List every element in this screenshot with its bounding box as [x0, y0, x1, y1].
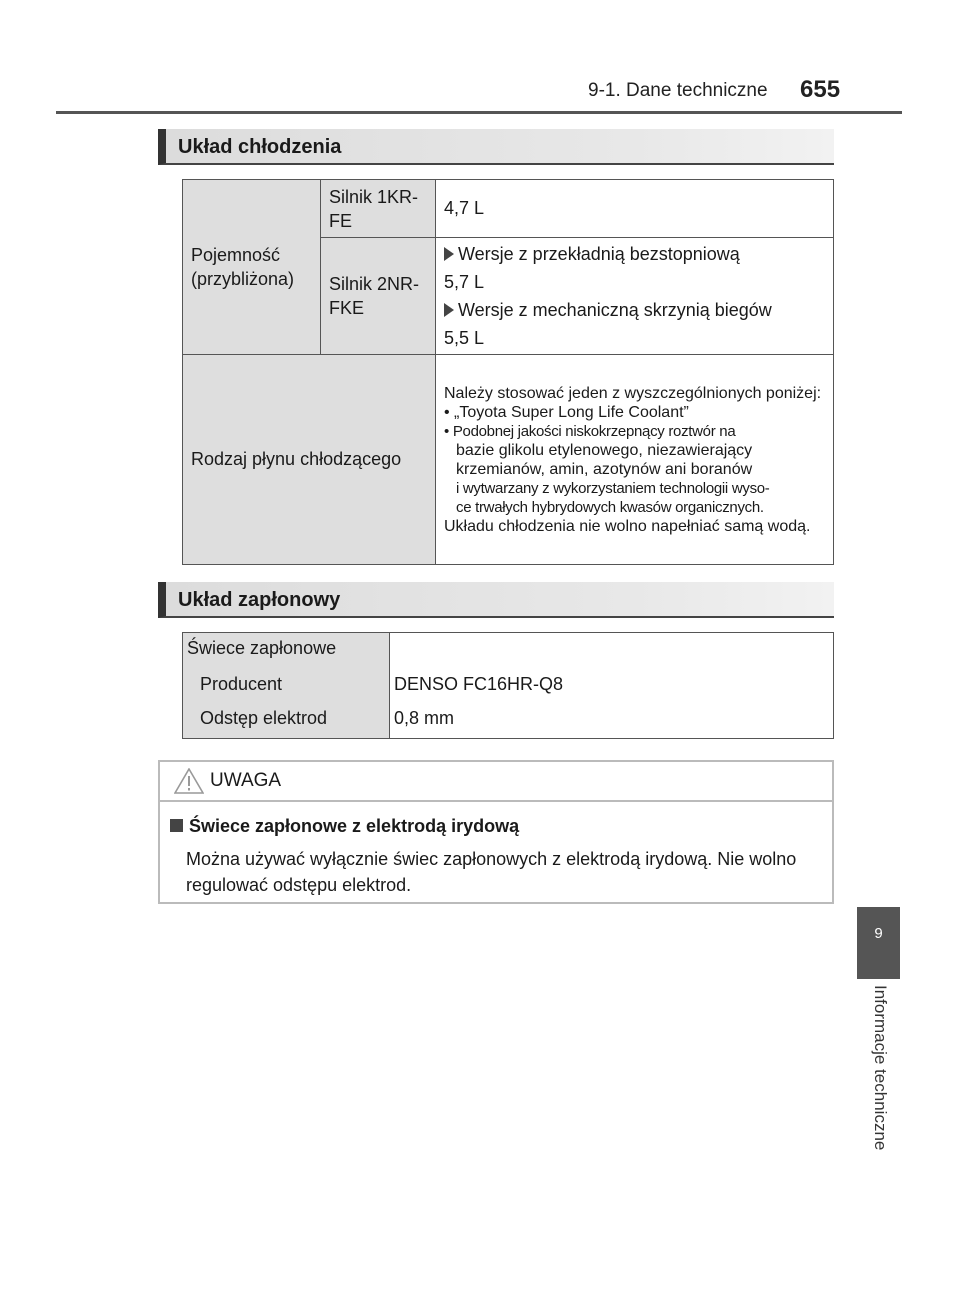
- spark-plugs-label: Świece zapłonowe: [187, 638, 337, 658]
- arrow-right-icon: [444, 303, 454, 317]
- warning-box: [158, 760, 834, 904]
- variant1-text: Wersje z przekładnią bezstopniową: [458, 244, 740, 264]
- producer-label: Producent: [200, 674, 283, 694]
- engine2-label: Silnik 2NR-FKE: [321, 238, 436, 355]
- ignition-labels: [183, 633, 390, 739]
- engine2-variant1: [444, 240, 825, 268]
- cooling-table: [182, 179, 834, 565]
- coolant-note: Układu chłodzenia nie wolno napełniać samą wodą.: [444, 517, 811, 535]
- variant2-text: Wersje z mechaniczną skrzynią biegów: [458, 300, 772, 320]
- chapter-tab: 9: [857, 907, 900, 979]
- engine1-value: 4,7 L: [436, 180, 834, 238]
- coolant-item: • Podobnej jakości niskokrzepnący roztwór na: [444, 422, 736, 440]
- coolant-item-cont: i wytwarzany z wykorzystaniem technologii wyso-: [456, 479, 770, 497]
- coolant-item-cont: bazie glikolu etylenowego, niezawierający: [456, 441, 753, 459]
- engine2-value1: 5,7 L: [444, 272, 485, 292]
- gap-value: 0,8 mm: [394, 708, 455, 728]
- chapter-label: Informacje techniczne: [871, 985, 890, 1151]
- producer-value: DENSO FC16HR-Q8: [394, 674, 564, 694]
- gap-label: Odstęp elektrod: [200, 708, 328, 728]
- arrow-right-icon: [444, 247, 454, 261]
- engine2-value2: 5,5 L: [444, 328, 485, 348]
- coolant-item-cont: krzemianów, amin, azotynów ani boranów: [456, 460, 753, 478]
- ignition-section-title: Układ zapłonowy: [158, 582, 834, 618]
- coolant-intro: Należy stosować jeden z wyszczególnionych poniżej:: [444, 384, 822, 402]
- square-bullet-icon: [170, 819, 183, 832]
- engine2-variant2: [444, 296, 825, 324]
- ignition-values: [390, 633, 834, 739]
- warning-title-text: Świece zapłonowe z elektrodą irydową: [189, 816, 520, 836]
- coolant-type-value: [436, 355, 834, 565]
- header-divider: [56, 111, 902, 114]
- page-number: 655: [800, 76, 841, 103]
- header-section-title: 9-1. Dane techniczne: [588, 80, 768, 101]
- engine1-label: Silnik 1KR-FE: [321, 180, 436, 238]
- engine2-values: [436, 238, 834, 355]
- warning-text: Można używać wyłącznie świec zapłonowych z elektrodą irydową. Nie wolno regulować odstępu elektrod.: [186, 849, 797, 895]
- coolant-type-label: Rodzaj płynu chłodzącego: [183, 355, 436, 565]
- coolant-item: • „Toyota Super Long Life Coolant”: [444, 403, 689, 421]
- coolant-item-cont: ce trwałych hybrydowych kwasów organicznych.: [456, 498, 764, 516]
- ignition-table: [182, 632, 834, 739]
- capacity-label: Pojemność (przybliżona): [183, 180, 321, 355]
- warning-header: [160, 762, 832, 802]
- warning-triangle-icon: [174, 768, 204, 794]
- cooling-section-title: Układ chłodzenia: [158, 129, 834, 165]
- warning-heading: UWAGA: [210, 770, 282, 791]
- warning-title: [170, 816, 519, 837]
